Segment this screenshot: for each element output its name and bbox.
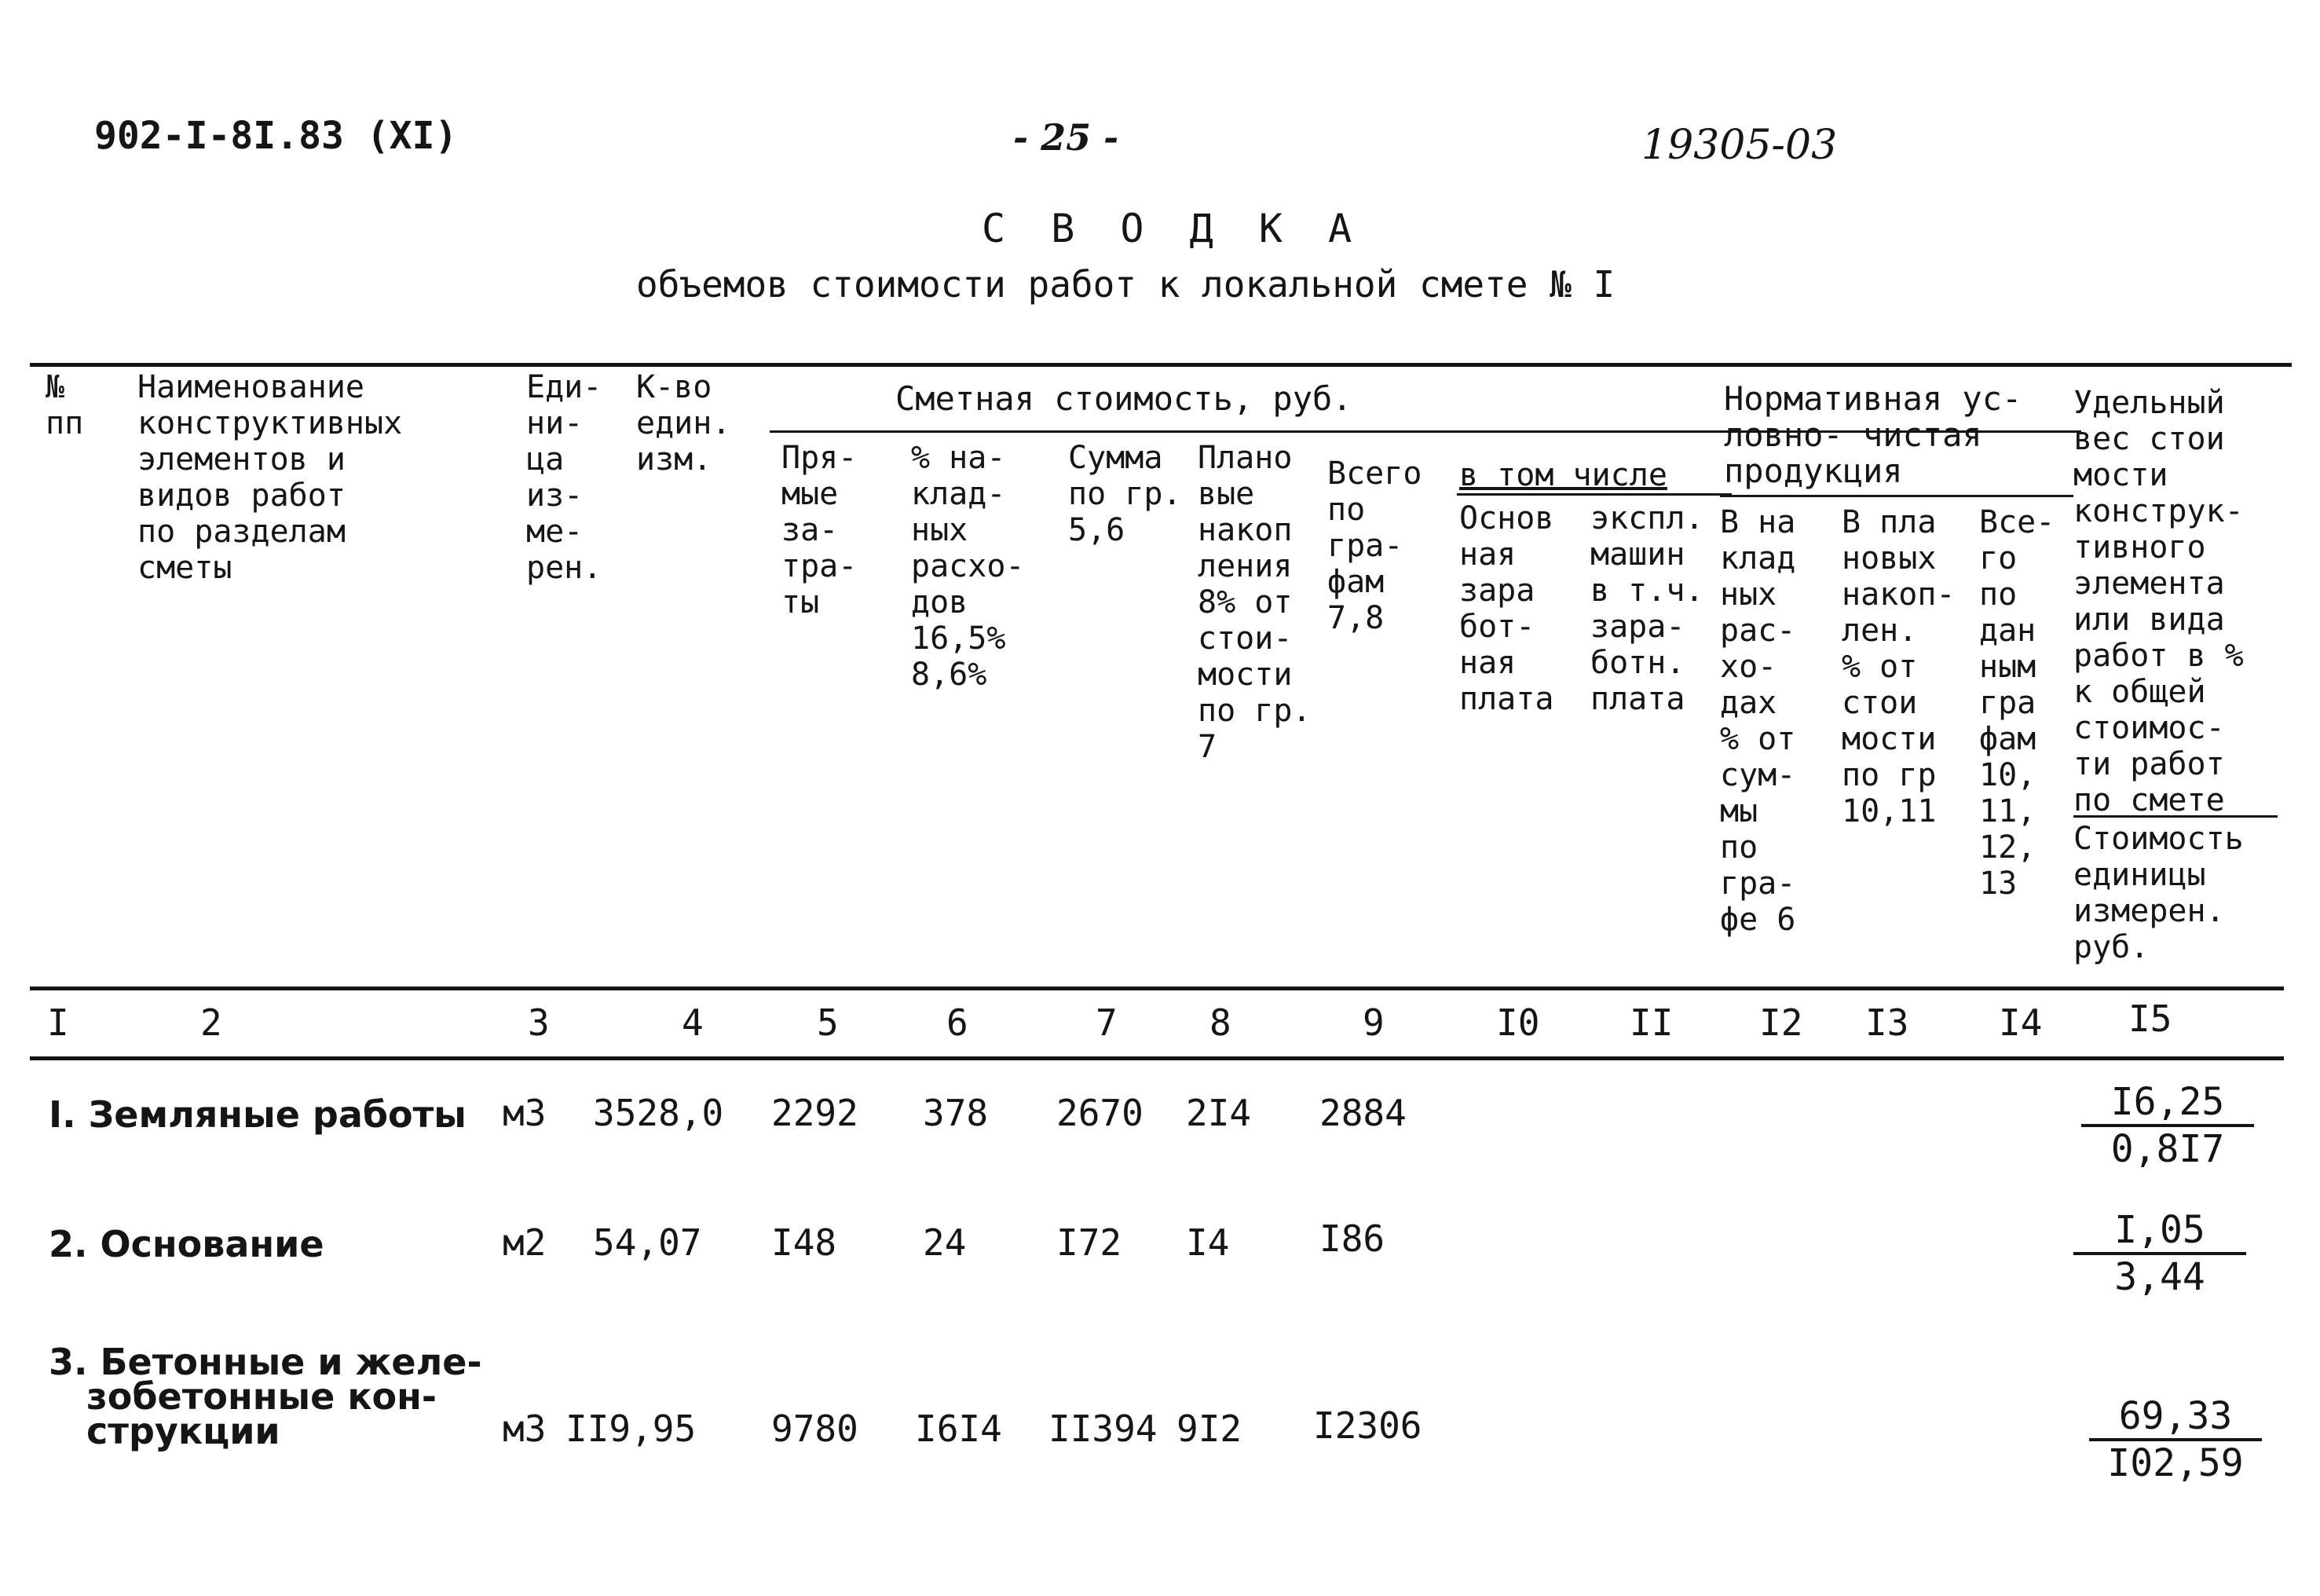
row-1-unit-cost: 0,8I7 — [2110, 1127, 2225, 1171]
header-col-5: Пря- мые за- тра- ты — [781, 440, 858, 620]
header-col-3: Еди- ни- ца из- ме- рен. — [526, 369, 602, 586]
header-smeta-group: Сметная стоимость, руб. — [895, 379, 1352, 418]
header-norm-group: Нормативная ус- ловно- чистая продукция — [1724, 379, 2022, 490]
header-col-1: № пп — [46, 369, 84, 441]
colnum: 7 — [1096, 1001, 1118, 1044]
header-col-6: % на- клад- ных расхо- дов 16,5% 8,6% — [911, 440, 1025, 693]
row-2-share-fraction — [2073, 1208, 2246, 1299]
row-2-total: I86 — [1319, 1217, 1385, 1260]
row-3-name: 3. Бетонные и желе- зобетонные кон- струкции — [49, 1341, 482, 1452]
row-3-share-fraction — [2089, 1394, 2262, 1485]
row-3-total: I2306 — [1313, 1404, 1422, 1447]
colnum: I0 — [1496, 1001, 1540, 1044]
colnum: 4 — [682, 1001, 704, 1044]
row-1-share-fraction — [2081, 1080, 2254, 1171]
norm-group-rule — [1720, 495, 2073, 497]
row-1-planned: 2I4 — [1186, 1092, 1252, 1134]
row-2-qty: 54,07 — [593, 1221, 702, 1264]
header-col-15-unitcost: Стоимость единицы измерен. руб. — [2073, 821, 2244, 965]
colnum: I2 — [1759, 1001, 1803, 1044]
row-1-sum: 2670 — [1056, 1092, 1144, 1134]
row-3-overhead: I6I4 — [915, 1407, 1002, 1450]
colnum: 8 — [1209, 1001, 1231, 1044]
document-code: 902-I-8I.83 (XI) — [94, 114, 458, 158]
row-1-total: 2884 — [1319, 1092, 1407, 1134]
row-1-overhead: 378 — [923, 1092, 989, 1134]
header-incl-group: в том числе — [1459, 457, 1667, 493]
table-top-rule — [30, 363, 2292, 367]
colnum: I4 — [1999, 1001, 2043, 1044]
row-3-unit-cost: I02,59 — [2107, 1441, 2244, 1485]
colnum: 9 — [1363, 1001, 1385, 1044]
row-2-overhead: 24 — [923, 1221, 967, 1264]
row-2-share: I,05 — [2073, 1208, 2246, 1255]
header-col-10: Основ ная зара бот- ная плата — [1459, 500, 1554, 717]
row-1-qty: 3528,0 — [593, 1092, 724, 1134]
header-col-13: В пла новых накоп- лен. % от стои мости по гр 10,11 — [1842, 504, 1956, 829]
incl-group-rule — [1457, 493, 1732, 496]
header-col-14: Все- го по дан ным гра фам 10, 11, 12, 13 — [1979, 504, 2055, 902]
row-3-unit: м3 — [503, 1407, 547, 1450]
inventory-number: 19305-03 — [1641, 122, 1838, 169]
colnum-bottom-rule — [30, 1056, 2284, 1060]
header-col-12: В на клад ных рас- хо- дах % от сум- мы по гра- фе 6 — [1720, 504, 1796, 938]
row-1-direct: 2292 — [771, 1092, 858, 1134]
header-col-8: Плано вые накоп ления 8% от стои- мости по гр. 7 — [1198, 440, 1312, 765]
row-1-share: I6,25 — [2081, 1080, 2254, 1127]
colnum: 6 — [946, 1001, 968, 1044]
header-col-2: Наименование конструктивных элементов и видов работ по разделам сметы — [137, 369, 403, 586]
row-2-unit-cost: 3,44 — [2114, 1255, 2205, 1299]
page-number: - 25 - — [1013, 116, 1119, 159]
header-col-15-share: Удельный вес стои мости конструк- тивного элемента или вида работ в % к общей стоимос- ти работ по смете — [2073, 385, 2244, 818]
header-col-7: Сумма по гр. 5,6 — [1068, 440, 1182, 548]
colnum: I5 — [2128, 998, 2172, 1040]
row-1-unit: м3 — [503, 1092, 547, 1134]
colnum: II — [1630, 1001, 1674, 1044]
smeta-group-rule — [770, 430, 1720, 433]
colnum: I — [47, 1001, 69, 1044]
row-2-unit: м2 — [503, 1221, 547, 1264]
colnum: 5 — [817, 1001, 839, 1044]
row-3-planned: 9I2 — [1176, 1407, 1242, 1450]
row-2-name: 2. Основание — [49, 1223, 324, 1265]
row-2-planned: I4 — [1186, 1221, 1230, 1264]
row-3-share: 69,33 — [2089, 1394, 2262, 1441]
row-3-direct: 9780 — [771, 1407, 858, 1450]
colnum: 3 — [528, 1001, 550, 1044]
page-subtitle: объемов стоимости работ к локальной смете № I — [636, 263, 1616, 306]
header-col-4: К-во един. изм. — [636, 369, 731, 478]
row-2-direct: I48 — [771, 1221, 837, 1264]
row-2-sum: I72 — [1056, 1221, 1122, 1264]
row-1-name: I. Земляные работы — [49, 1093, 467, 1136]
colnum: 2 — [200, 1001, 222, 1044]
colnum: I3 — [1865, 1001, 1909, 1044]
row-3-sum: II394 — [1048, 1407, 1158, 1450]
row-3-qty: II9,95 — [565, 1407, 697, 1450]
page-title: С В О Д К А — [982, 206, 1363, 251]
header-col-11: экспл. машин в т.ч. зара- ботн. плата — [1590, 500, 1704, 717]
header-col-9: Всего по гра- фам 7,8 — [1327, 456, 1422, 636]
header-bottom-rule — [30, 987, 2284, 990]
